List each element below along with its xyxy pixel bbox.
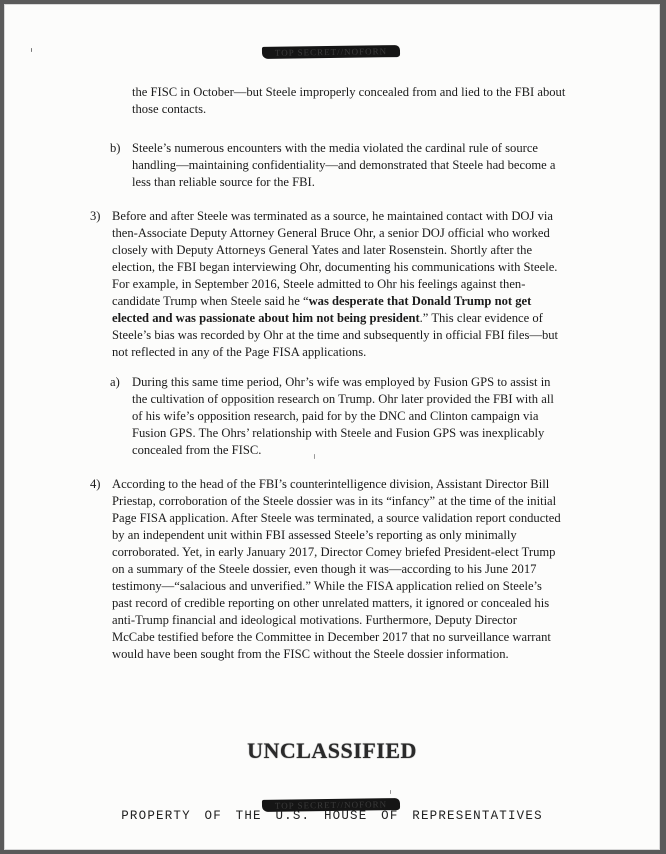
header-marking-redacted	[262, 45, 400, 59]
text-line: Steele’s bias was recorded by Ohr at the time and subsequently in official FBI files—but	[112, 328, 559, 342]
footer-marking: TOP SECRET//NOFORN	[274, 799, 388, 811]
text-line: corroborated. Yet, in early January 2017, Director Comey briefed President-elect Trump	[112, 545, 556, 559]
text-line	[112, 310, 558, 327]
header-marking: TOP SECRET//NOFORN	[274, 46, 388, 58]
list-item-4	[90, 476, 561, 663]
text-line: McCabe testified before the Committee in December 2017 that no surveillance warrant	[112, 630, 551, 644]
text-line: concealed from the FISC.	[132, 443, 262, 457]
text-line: the FISC in October—but Steele improperly concealed from and lied to the FBI about	[132, 85, 566, 99]
text-line: During this same time period, Ohr’s wife was employed by Fusion GPS to assist in	[132, 375, 551, 389]
text-line: election, the FBI began interviewing Ohr, documenting his communications with Steele.	[112, 260, 558, 274]
text-line: less than reliable source for the FBI.	[132, 175, 315, 189]
scan-speck	[390, 790, 391, 794]
text-line: Steele’s numerous encounters with the media violated the cardinal rule of source	[132, 141, 539, 155]
text-line: According to the head of the FBI’s counterintelligence division, Assistant Director Bill	[112, 477, 550, 491]
text-line: then-Associate Deputy Attorney General Bruce Ohr, a senior DOJ official who worked	[112, 226, 550, 240]
list-item-a	[110, 374, 554, 459]
text-line: would have been sought from the FISC without the Steele dossier information.	[112, 647, 509, 661]
text-line: closely with Deputy Attorneys General Yates and later Rosenstein. Shortly after the	[112, 243, 533, 257]
text-line: past record of credible reporting on other unrelated matters, it ignored or concealed his	[112, 596, 550, 610]
item-label: 4)	[90, 477, 101, 491]
text-run: .” This clear evidence of	[419, 311, 543, 325]
text-line: the cultivation of opposition research on Trump. Ohr later provided the FBI with all	[132, 392, 554, 406]
text-line: testimony—“salacious and unverified.” While the FISA application relied on Steele’s	[112, 579, 542, 593]
text-line: by an independent unit within FBI assessed Steele’s reporting as only minimally	[112, 528, 517, 542]
text-line: Before and after Steele was terminated as a source, he maintained contact with DOJ via	[112, 209, 553, 223]
classification-marking: UNCLASSIFIED	[247, 738, 417, 763]
continuation-paragraph	[132, 84, 565, 118]
list-item-3	[90, 208, 559, 361]
text-line: not reflected in any of the Page FISA applications.	[112, 345, 367, 359]
text-run: candidate Trump when Steele said he “	[112, 294, 309, 308]
text-line: of his wife’s opposition research, paid for by the DNC and Clinton campaign via	[132, 409, 539, 423]
text-line: handling—maintaining confidentiality—and demonstrated that Steele had become a	[132, 158, 556, 172]
text-line: Page FISA application. After Steele was terminated, a source validation report conducted	[112, 511, 561, 525]
item-label: 3)	[90, 209, 101, 223]
text-line: those contacts.	[132, 102, 207, 116]
item-label: a)	[110, 375, 120, 389]
text-line: Fusion GPS. The Ohrs’ relationship with Steele and Fusion GPS was inexplicably	[132, 426, 545, 440]
text-line: anti-Trump financial and ideological motivations. Furthermore, Deputy Director	[112, 613, 517, 627]
text-line	[112, 293, 558, 310]
bold-quote: elected and was passionate about him not being president	[112, 311, 420, 325]
item-label: b)	[110, 141, 121, 155]
text-line: Priestap, corroboration of the Steele dossier was in its “infancy” at the time of the initial	[112, 494, 557, 508]
document-page	[4, 4, 660, 850]
scan-speck	[31, 48, 32, 52]
footer-property-line: PROPERTY OF THE U.S. HOUSE OF REPRESENTATIVES	[121, 809, 543, 823]
text-line: on a summary of the Steele dossier, even though it was—according to his June 2017	[112, 562, 537, 576]
text-line: For example, in September 2016, Steele admitted to Ohr his feelings against then-	[112, 277, 526, 291]
bold-quote: was desperate that Donald Trump not get	[308, 294, 532, 308]
list-item-b	[110, 140, 556, 191]
